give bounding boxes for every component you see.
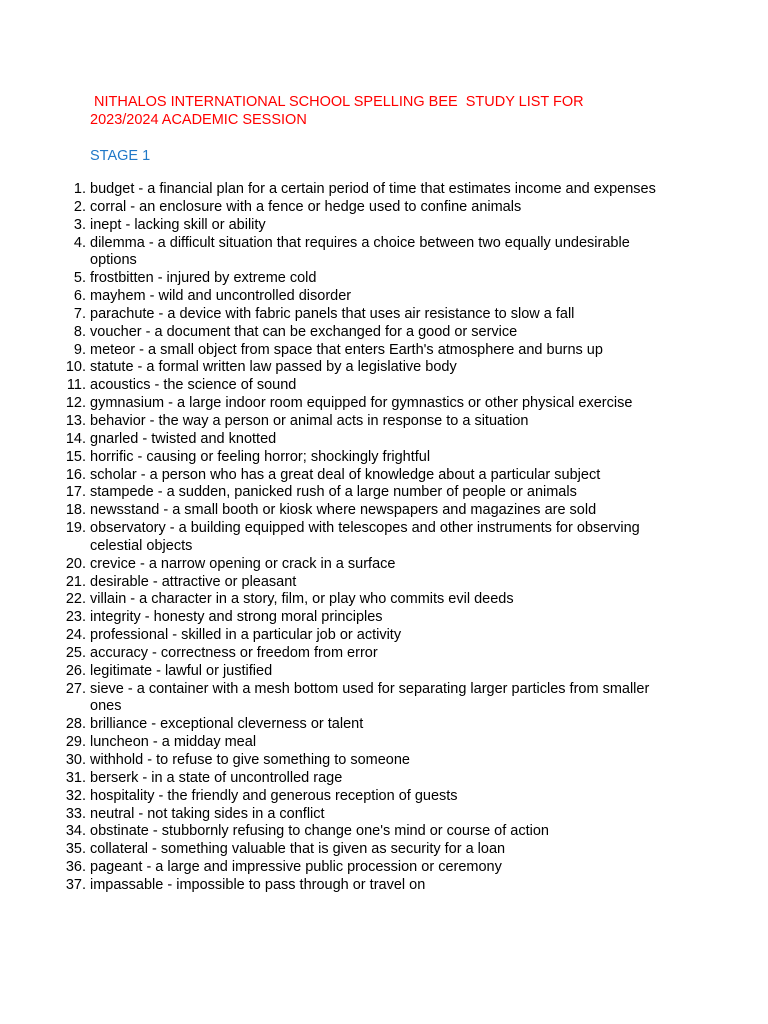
list-item-text: acoustics - the science of sound [90,377,297,394]
list-item-number: 11. [66,377,86,394]
list-item [0,591,700,609]
list-item-number: 13. [65,412,86,429]
list-item [0,734,700,752]
list-item-number: 25. [65,644,86,661]
list-item [0,877,700,895]
list-item-number: 10. [65,359,86,376]
list-item-number: 36. [65,859,86,876]
list-item-number: 30. [65,752,86,768]
list-item-number: 15. [65,448,86,465]
list-item [0,823,700,841]
list-item-text: statute - a formal written law passed by a legislative body [90,359,457,376]
list-item [0,413,700,431]
list-item-number: 12. [65,395,86,412]
list-item-number: 5. [73,270,86,287]
list-item-number: 23. [65,609,86,626]
list-item-text: neutral - not taking sides in a conflict [90,805,325,822]
list-item-number: 31. [65,769,86,786]
list-item-number: 1. [73,181,86,197]
list-item-text: crevice - a narrow opening or crack in a surface [90,555,396,572]
list-item [0,627,700,645]
list-item-number: 14. [65,430,86,447]
list-item [0,306,700,324]
list-item-number: 24. [65,627,86,644]
list-item-number: 22. [65,591,86,608]
list-item [0,431,700,449]
list-item-text: integrity - honesty and strong moral principles [90,609,383,626]
list-item-number: 16. [65,466,86,483]
list-item [0,716,700,734]
list-item-text: voucher - a document that can be exchanged for a good or service [90,323,518,340]
stage-heading: STAGE 1 [90,148,151,164]
list-item-text: pageant - a large and impressive public procession or ceremony [90,859,502,876]
list-item-text: professional - skilled in a particular job or activity [90,627,402,644]
list-item-text: gymnasium - a large indoor room equipped for gymnastics or other physical exercise [90,395,633,412]
list-item-text: budget - a financial plan for a certain period of time that estimates income and expenses [90,181,656,197]
list-item [0,859,700,877]
list-item [0,556,700,574]
list-item-text: luncheon - a midday meal [90,734,257,751]
list-item-text: villain - a character in a story, film, or play who commits evil deeds [90,591,514,608]
list-item [0,609,700,627]
list-item-text: frostbitten - injured by extreme cold [90,270,317,287]
list-item-number: 3. [73,216,86,233]
list-item-number: 9. [73,341,86,358]
list-item-text: brilliance - exceptional cleverness or talent [90,716,364,733]
list-item-text: observatory - a building equipped with telescopes and other instruments for observing celestial objects [90,520,640,554]
list-item [0,467,700,485]
list-item-text: meteor - a small object from space that enters Earth's atmosphere and burns up [90,341,603,358]
list-item-text: desirable - attractive or pleasant [90,573,297,590]
list-item-text: dilemma - a difficult situation that requires a choice between two equally undesirable options [90,234,630,269]
list-item [0,806,700,824]
document-title: NITHALOS INTERNATIONAL SCHOOL SPELLING BEE STUDY LIST FOR 2023/2024 ACADEMIC SESSION [90,94,588,128]
list-item [0,663,700,681]
list-item-number: 28. [65,716,86,733]
list-item [0,395,700,413]
list-item [0,359,700,377]
list-item-text: horrific - causing or feeling horror; shockingly frightful [90,448,431,465]
list-item [0,752,700,770]
list-item-text: inept - lacking skill or ability [90,216,266,233]
list-item-text: parachute - a device with fabric panels that uses air resistance to slow a fall [90,305,575,322]
list-item-text: collateral - something valuable that is given as security for a loan [90,841,506,858]
list-item-number: 35. [65,841,86,858]
list-item-number: 37. [65,876,86,893]
list-item [0,342,700,360]
list-item-number: 32. [65,787,86,804]
list-item-text: gnarled - twisted and knotted [90,430,277,447]
list-item-text: behavior - the way a person or animal acts in response to a situation [90,412,529,429]
list-item-text: accuracy - correctness or freedom from error [90,644,378,661]
list-item-text: impassable - impossible to pass through or travel on [90,876,426,893]
list-item-text: mayhem - wild and uncontrolled disorder [90,288,352,305]
list-item-text: obstinate - stubbornly refusing to change one's mind or course of action [90,823,549,840]
list-item [0,217,700,235]
word-list [0,181,700,895]
list-item [0,484,700,502]
list-item [0,770,700,788]
list-item [0,574,700,592]
list-item-number: 29. [65,734,86,751]
list-item [0,449,700,467]
list-item-number: 8. [73,323,86,340]
list-item [0,502,700,520]
list-item [0,377,700,395]
list-item-number: 6. [73,288,86,305]
list-item-number: 17. [65,484,86,501]
list-item [0,520,700,556]
list-item-text: sieve - a container with a mesh bottom used for separating larger particles from smaller ones [90,680,650,715]
list-item-number: 7. [73,305,86,322]
list-item [0,199,700,217]
list-item-number: 19. [65,520,86,537]
list-item-number: 27. [65,680,86,697]
list-item [0,235,700,271]
list-item-text: legitimate - lawful or justified [90,662,273,679]
list-item [0,288,700,306]
list-item-number: 34. [65,823,86,840]
list-item [0,788,700,806]
list-item [0,681,700,717]
list-item-text: newsstand - a small booth or kiosk where newspapers and magazines are sold [90,502,597,519]
list-item [0,270,700,288]
list-item [0,645,700,663]
list-item-text: corral - an enclosure with a fence or hedge used to confine animals [90,198,522,215]
list-item [0,324,700,342]
list-item [0,841,700,859]
list-item-number: 20. [65,555,86,572]
list-item-text: hospitality - the friendly and generous reception of guests [90,787,458,804]
list-item-number: 18. [65,502,86,519]
list-item-number: 26. [65,662,86,679]
list-item-text: stampede - a sudden, panicked rush of a large number of people or animals [90,484,577,501]
list-item-number: 33. [65,805,86,822]
list-item-number: 4. [73,234,86,251]
list-item-text: berserk - in a state of uncontrolled rage [90,769,343,786]
list-item-text: withhold - to refuse to give something to someone [90,752,410,768]
list-item [0,181,700,199]
list-item-text: scholar - a person who has a great deal of knowledge about a particular subject [90,466,601,483]
list-item-number: 21. [65,573,86,590]
list-item-number: 2. [73,198,86,215]
